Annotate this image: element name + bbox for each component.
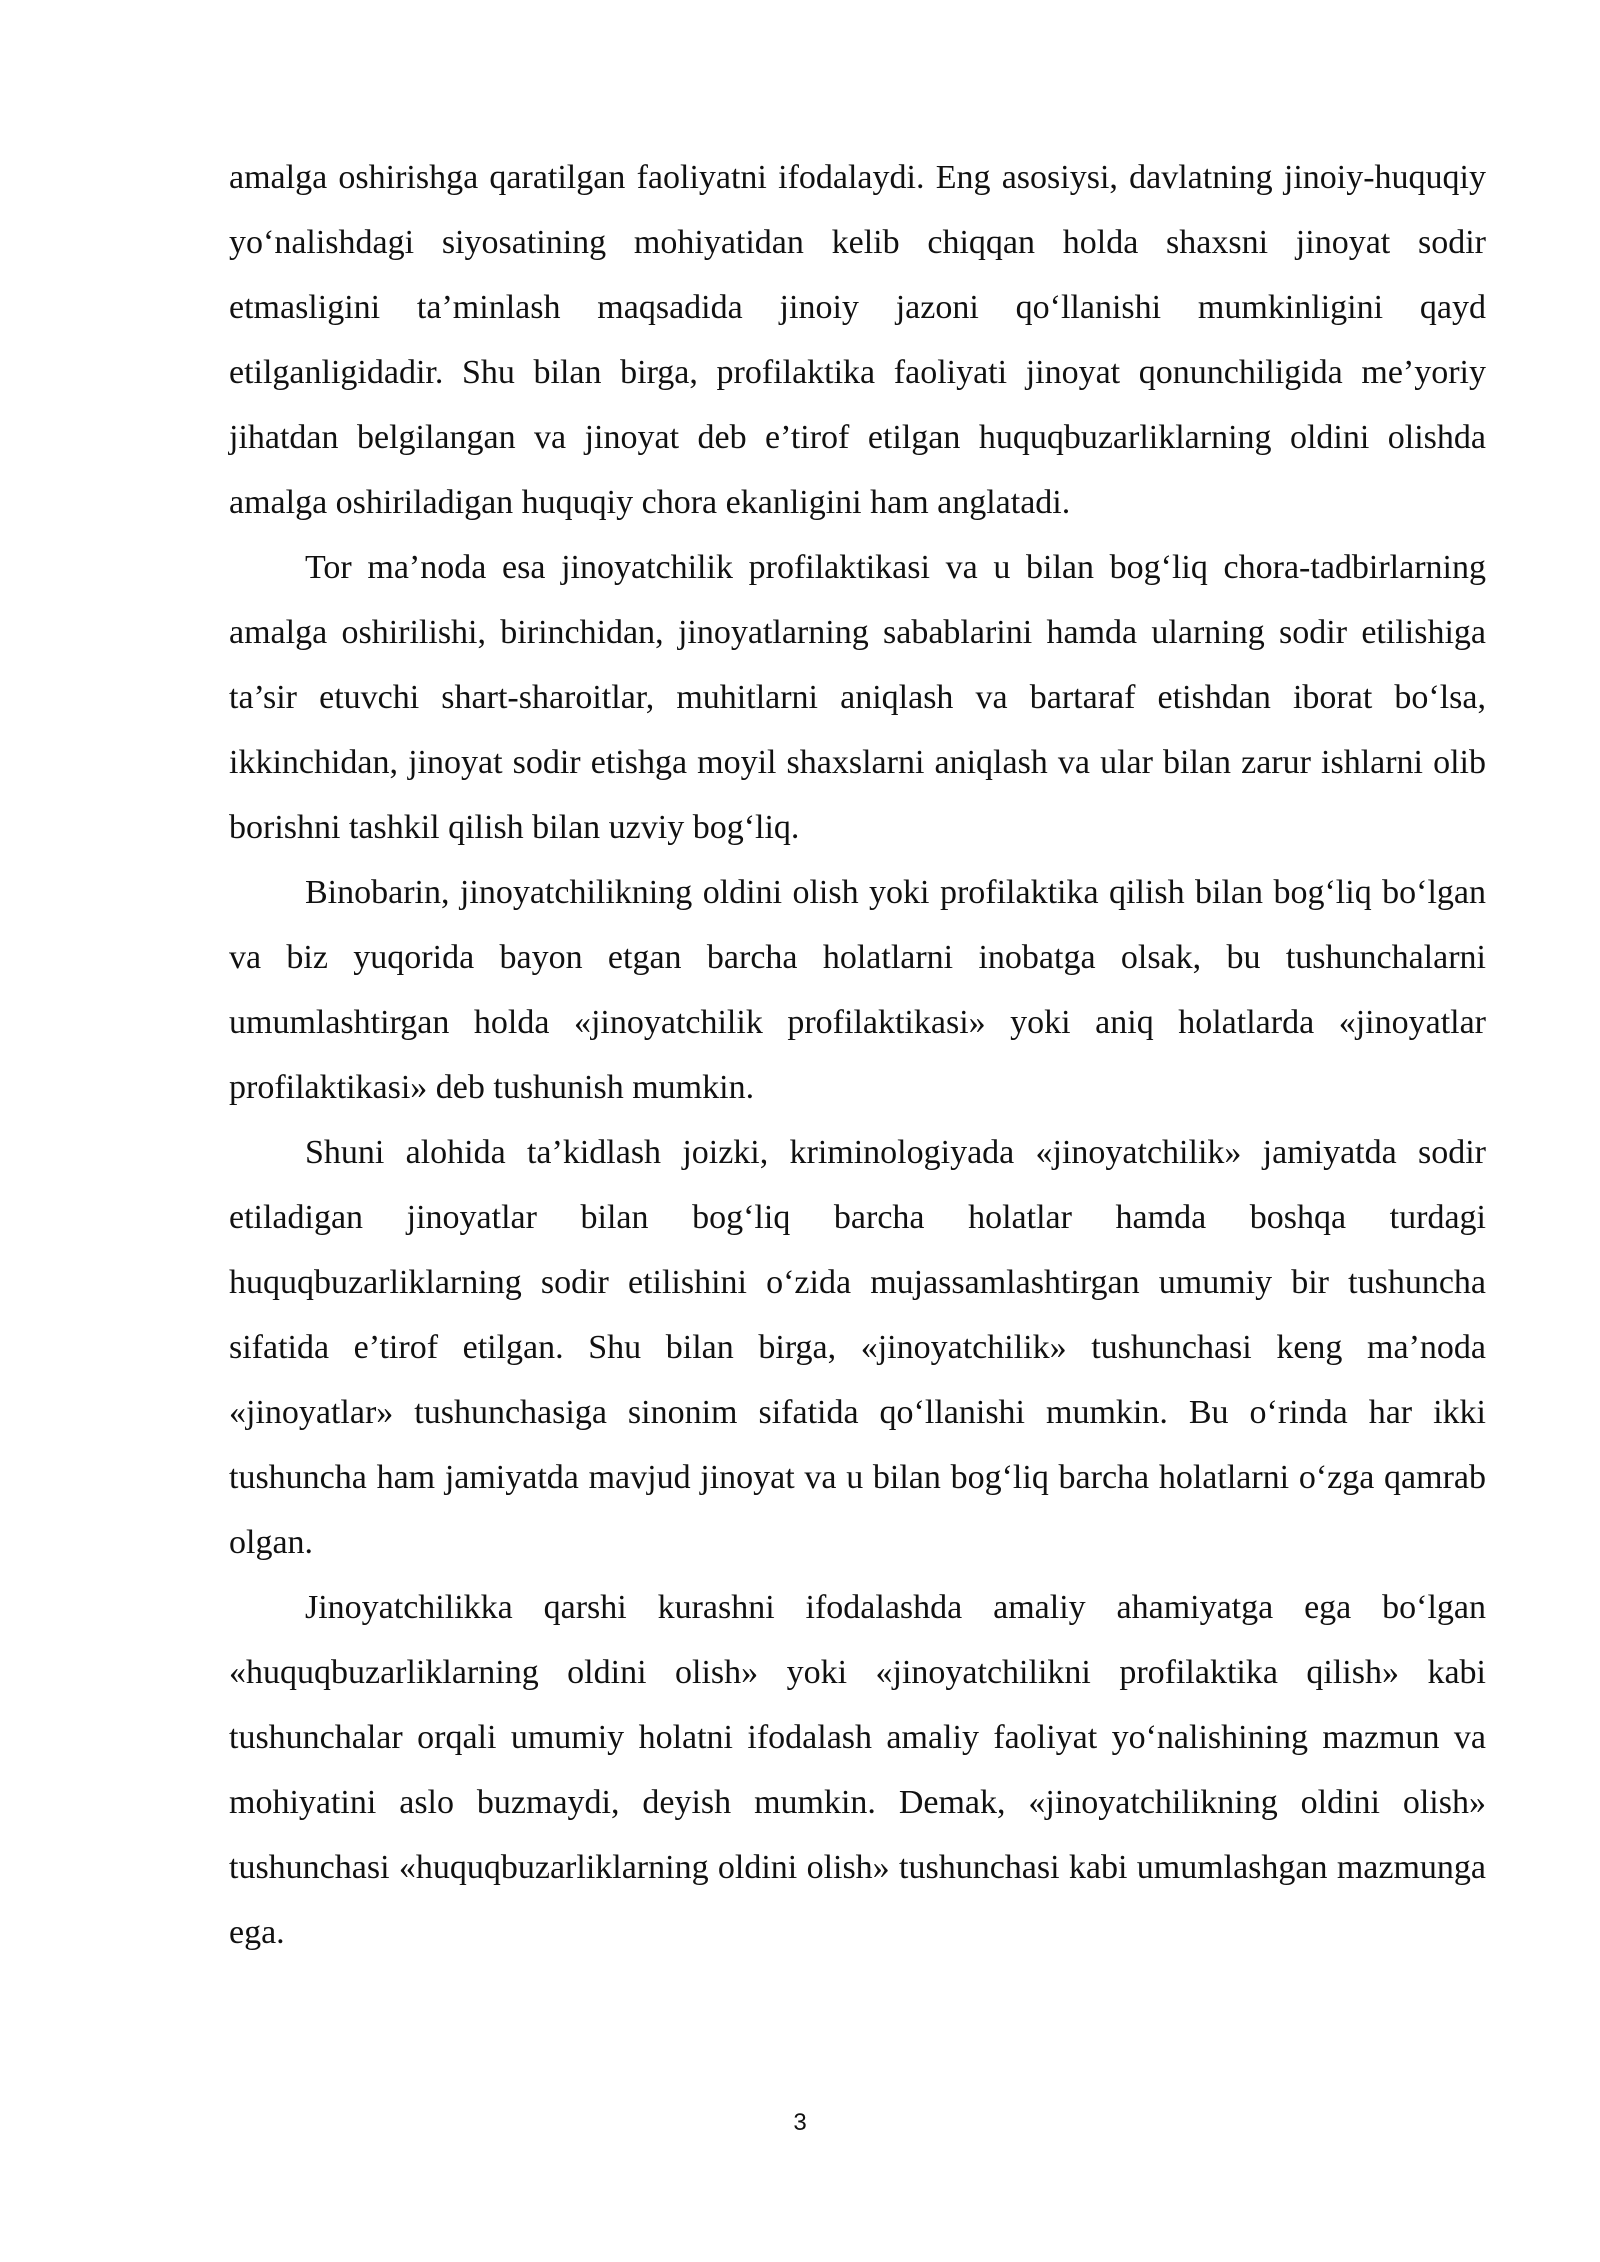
paragraph: Shuni alohida ta’kidlash joizki, kriminologiyada «jinoyatchilik» jamiyatda sodir etiladigan jinoyatlar bilan bog‘liq barcha holatlar hamda boshqa turdagi huquqbuzarliklarning sodir etilishini o‘zida mujassamlashtirgan umumiy bir tushuncha sifatida e’tirof etilgan. Shu bilan birga, «jinoyatchilik» tushunchasi keng ma’noda «jinoyatlar» tushunchasiga sinonim sifatida qo‘llanishi mumkin. Bu o‘rinda har ikki tushuncha ham jamiyatda mavjud jinoyat va u bilan bog‘liq barcha holatlarni o‘zga qamrab olgan. xyxy=(229,1134,1486,1561)
paragraph: Tor ma’noda esa jinoyatchilik profilaktikasi va u bilan bog‘liq chora-tadbirlarning amalga oshirilishi, birinchidan, jinoyatlarning sabablarini hamda ularning sodir etilishiga ta’sir etuvchi shart-sharoitlar, muhitlarni aniqlash va bartaraf etishdan iborat bo‘lsa, ikkinchidan, jinoyat sodir etishga moyil shaxslarni aniqlash va ular bilan zarur ishlarni olib borishni tashkil qilish bilan uzviy bog‘liq. xyxy=(229,549,1486,846)
paragraph: Binobarin, jinoyatchilikning oldini olish yoki profilaktika qilish bilan bog‘liq bo‘lgan va biz yuqorida bayon etgan barcha holatlarni inobatga olsak, bu tushunchalarni umumlashtirgan holda «jinoyatchilik profilaktikasi» yoki aniq holatlarda «jinoyatlar profilaktikasi» deb tushunish mumkin. xyxy=(229,874,1486,1106)
paragraph-continuation: amalga oshirishga qaratilgan faoliyatni ifodalaydi. Eng asosiysi, davlatning jinoiy-huquqiy yo‘nalishdagi siyosatining mohiyatidan kelib chiqqan holda shaxsni jinoyat sodir etmasligini ta’minlash maqsadida jinoiy jazoni qo‘llanishi mumkinligini qayd etilganligidadir. Shu bilan birga, profilaktika faoliyati jinoyat qonunchiligida me’yoriy jihatdan belgilangan va jinoyat deb e’tirof etilgan huquqbuzarliklarning oldini olishda amalga oshiriladigan huquqiy chora ekanligini ham anglatadi. xyxy=(229,159,1486,521)
body-text xyxy=(229,145,1486,1965)
page-number: 3 xyxy=(793,2109,807,2136)
paragraph: Jinoyatchilikka qarshi kurashni ifodalashda amaliy ahamiyatga ega bo‘lgan «huquqbuzarliklarning oldini olish» yoki «jinoyatchilikni profilaktika qilish» kabi tushunchalar orqali umumiy holatni ifodalash amaliy faoliyat yo‘nalishining mazmun va mohiyatini aslo buzmaydi, deyish mumkin. Demak, «jinoyatchilikning oldini olish» tushunchasi «huquqbuzarliklarning oldini olish» tushunchasi kabi umumlashgan mazmunga ega. xyxy=(229,1589,1486,1951)
